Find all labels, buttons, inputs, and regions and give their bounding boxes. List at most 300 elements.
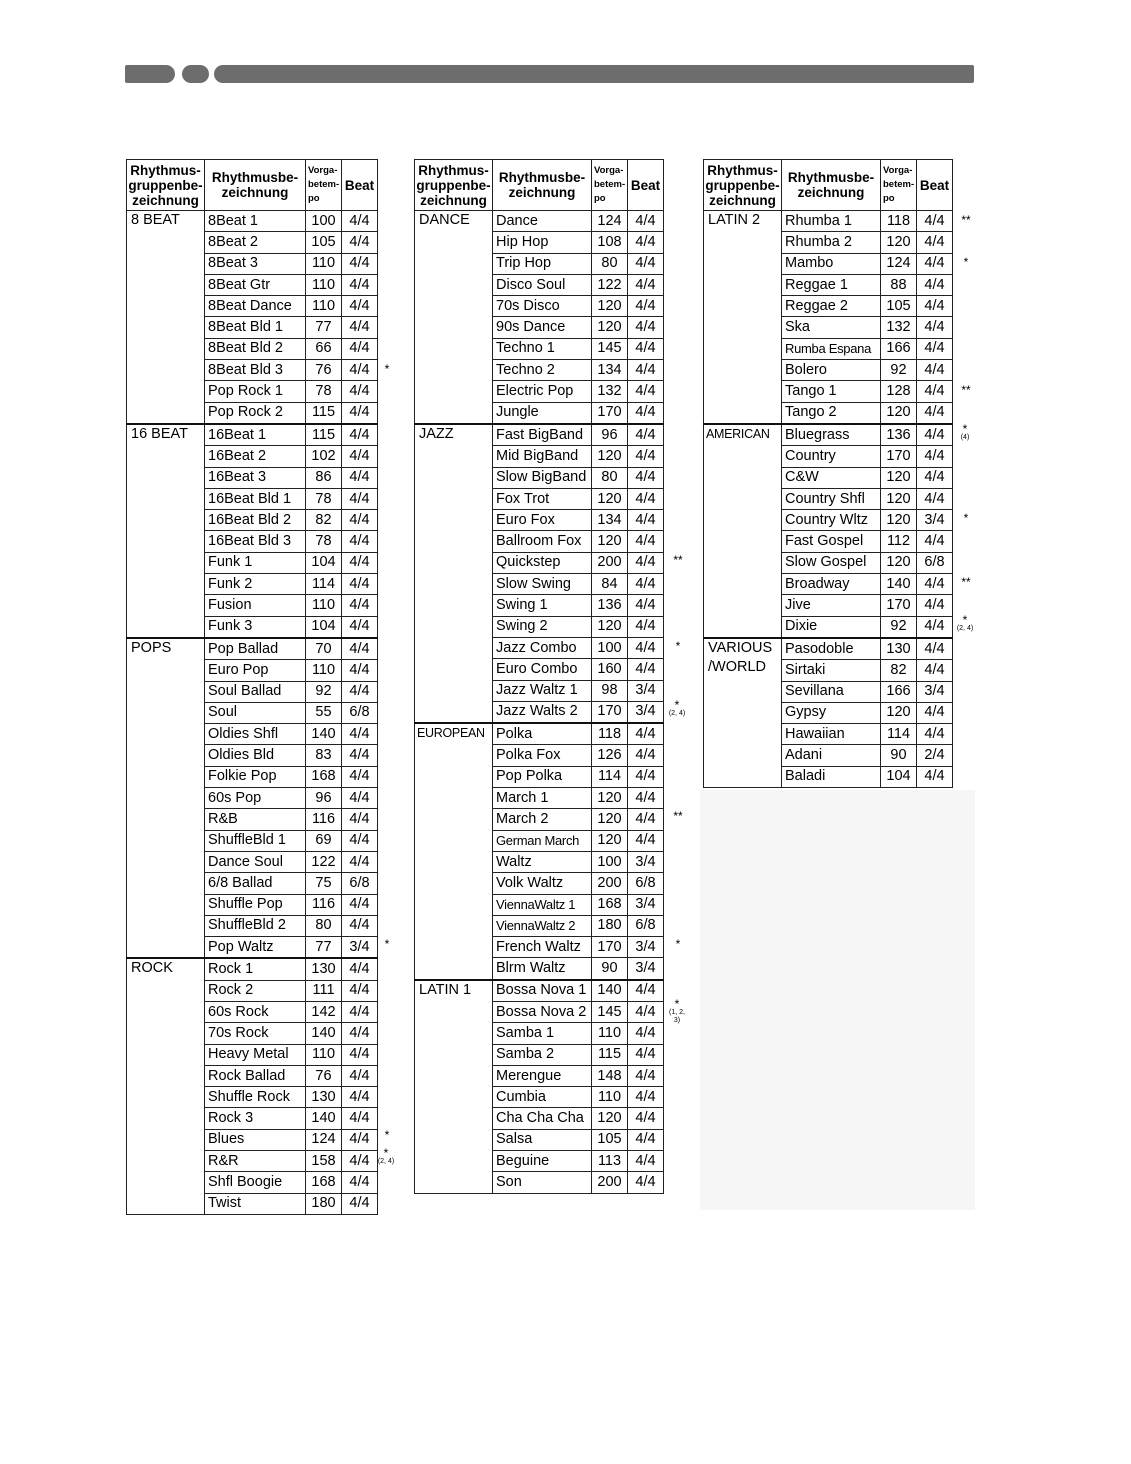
beat-value: 4/4 bbox=[342, 296, 378, 317]
beat-value: 4/4 bbox=[628, 1108, 664, 1129]
rhythm-name: Sevillana bbox=[782, 681, 881, 702]
rhythm-name: Bossa Nova 1 bbox=[493, 980, 592, 1002]
group-name-label: LATIN 1 bbox=[419, 981, 472, 998]
beat-value: 4/4 bbox=[342, 638, 378, 660]
tempo-value: 136 bbox=[592, 595, 628, 616]
rhythm-name: C&W bbox=[782, 467, 881, 488]
rhythm-name: Soul Ballad bbox=[205, 681, 306, 702]
rhythm-name: Son bbox=[493, 1172, 592, 1193]
footnote-mark bbox=[667, 698, 687, 718]
footnote-mark bbox=[380, 1128, 394, 1143]
tempo-value: 168 bbox=[592, 894, 628, 915]
tempo-value: 116 bbox=[306, 809, 342, 830]
beat-value: 4/4 bbox=[342, 745, 378, 766]
tempo-value: 77 bbox=[306, 317, 342, 338]
rhythm-name: 16Beat Bld 2 bbox=[205, 510, 306, 531]
rhythm-name: Pop Polka bbox=[493, 766, 592, 787]
rhythm-name: Dance bbox=[493, 211, 592, 232]
beat-value: 4/4 bbox=[628, 1172, 664, 1193]
footnote-mark bbox=[376, 1145, 396, 1166]
tempo-value: 120 bbox=[592, 809, 628, 830]
rhythm-name: Euro Fox bbox=[493, 510, 592, 531]
beat-value: 4/4 bbox=[628, 1044, 664, 1065]
tempo-value: 120 bbox=[881, 402, 917, 424]
table-row bbox=[415, 980, 664, 1002]
rhythm-name: Bluegrass bbox=[782, 424, 881, 446]
beat-value: 4/4 bbox=[342, 381, 378, 402]
beat-value: 4/4 bbox=[917, 724, 953, 745]
tempo-value: 134 bbox=[592, 510, 628, 531]
beat-value: 4/4 bbox=[342, 1108, 378, 1129]
beat-value: 4/4 bbox=[342, 1151, 378, 1172]
footnote-asterisk: * bbox=[675, 638, 681, 653]
beat-value: 4/4 bbox=[917, 296, 953, 317]
beat-value: 3/4 bbox=[628, 937, 664, 958]
rhythm-name: Dance Soul bbox=[205, 851, 306, 872]
tempo-value: 80 bbox=[592, 253, 628, 274]
rhythm-name: Fusion bbox=[205, 595, 306, 616]
beat-value: 4/4 bbox=[342, 1023, 378, 1044]
rhythm-name: R&B bbox=[205, 809, 306, 830]
group-name-label: EUROPEAN bbox=[417, 726, 485, 741]
header-line: po bbox=[308, 193, 320, 204]
tempo-value: 69 bbox=[306, 830, 342, 851]
rhythm-name: Cha Cha Cha bbox=[493, 1108, 592, 1129]
rhythm-name: Slow Gospel bbox=[782, 552, 881, 573]
beat-value: 4/4 bbox=[342, 1065, 378, 1086]
rhythm-name: Soul bbox=[205, 702, 306, 723]
beat-value: 3/4 bbox=[628, 894, 664, 915]
rhythm-name: Ballroom Fox bbox=[493, 531, 592, 552]
tempo-value: 114 bbox=[306, 574, 342, 595]
rhythm-name: Oldies Bld bbox=[205, 745, 306, 766]
tempo-value: 80 bbox=[592, 467, 628, 488]
beat-value: 4/4 bbox=[628, 446, 664, 467]
rhythm-name: 8Beat Dance bbox=[205, 296, 306, 317]
beat-value: 4/4 bbox=[628, 574, 664, 595]
rhythm-name: Folkie Pop bbox=[205, 766, 306, 787]
tempo-value: 92 bbox=[306, 681, 342, 702]
beat-value: 4/4 bbox=[628, 360, 664, 381]
beat-value: 4/4 bbox=[628, 723, 664, 745]
rhythm-name: 8Beat Bld 1 bbox=[205, 317, 306, 338]
rhythm-name: Shuffle Pop bbox=[205, 894, 306, 915]
footnote-asterisk: ** bbox=[961, 212, 971, 227]
beat-value: 4/4 bbox=[342, 552, 378, 573]
group-name-label-2: /WORLD bbox=[708, 658, 766, 675]
tempo-value: 124 bbox=[881, 253, 917, 274]
tempo-value: 115 bbox=[592, 1044, 628, 1065]
header-line: zeichnung bbox=[797, 185, 865, 200]
tempo-value: 120 bbox=[592, 488, 628, 509]
rhythm-name: Rumba Espana bbox=[782, 338, 881, 359]
beat-value: 4/4 bbox=[917, 766, 953, 787]
beat-value: 6/8 bbox=[628, 873, 664, 894]
beat-value: 4/4 bbox=[628, 1023, 664, 1044]
rhythm-name: Mid BigBand bbox=[493, 446, 592, 467]
rhythm-name: ViennaWaltz 1 bbox=[493, 894, 592, 915]
tempo-value: 130 bbox=[881, 638, 917, 660]
header-line: Rhythmusbe- bbox=[211, 170, 299, 185]
column-header-group bbox=[704, 160, 782, 211]
footnote-asterisk: ** bbox=[673, 808, 683, 823]
group-name bbox=[704, 638, 782, 788]
beat-value: 4/4 bbox=[628, 980, 664, 1002]
header-line: Rhythmus- bbox=[130, 162, 201, 178]
beat-value: 4/4 bbox=[628, 211, 664, 232]
rhythm-table-3 bbox=[703, 159, 953, 788]
tempo-value: 115 bbox=[306, 402, 342, 424]
tempo-value: 116 bbox=[306, 894, 342, 915]
rhythm-name: Sirtaki bbox=[782, 660, 881, 681]
rhythm-name: Cumbia bbox=[493, 1087, 592, 1108]
footnote-mark bbox=[955, 613, 975, 633]
rhythm-name: Rhumba 1 bbox=[782, 211, 881, 232]
header-bar-segment-3 bbox=[214, 65, 974, 83]
group-name bbox=[415, 211, 493, 424]
beat-value: 4/4 bbox=[917, 616, 953, 638]
rhythm-name: Pop Rock 2 bbox=[205, 402, 306, 424]
header-line: betem- bbox=[883, 179, 915, 190]
tempo-value: 114 bbox=[881, 724, 917, 745]
tempo-value: 105 bbox=[592, 1129, 628, 1150]
tempo-value: 168 bbox=[306, 766, 342, 787]
header-line: po bbox=[883, 193, 895, 204]
tempo-value: 96 bbox=[306, 788, 342, 809]
table-row bbox=[415, 211, 664, 232]
rhythm-name: Polka bbox=[493, 723, 592, 745]
table-row bbox=[704, 424, 953, 446]
rhythm-name: March 1 bbox=[493, 788, 592, 809]
beat-value: 4/4 bbox=[917, 574, 953, 595]
rhythm-name: ViennaWaltz 2 bbox=[493, 915, 592, 936]
tempo-value: 120 bbox=[881, 488, 917, 509]
group-name bbox=[415, 980, 493, 1193]
rhythm-name: Fast Gospel bbox=[782, 531, 881, 552]
tempo-value: 118 bbox=[881, 211, 917, 232]
tempo-value: 158 bbox=[306, 1151, 342, 1172]
rhythm-name: 16Beat 3 bbox=[205, 467, 306, 488]
column-header-name bbox=[205, 160, 306, 211]
rhythm-name: Rhumba 2 bbox=[782, 232, 881, 253]
rhythm-name: Volk Waltz bbox=[493, 873, 592, 894]
beat-value: 3/4 bbox=[628, 851, 664, 872]
tempo-value: 110 bbox=[592, 1087, 628, 1108]
header-line: betem- bbox=[594, 179, 626, 190]
beat-value: 4/4 bbox=[342, 1001, 378, 1022]
beat-value: 4/4 bbox=[917, 446, 953, 467]
tempo-value: 118 bbox=[592, 723, 628, 745]
footnote-asterisk: * bbox=[674, 996, 680, 1011]
footnote-asterisk: * bbox=[384, 1128, 390, 1143]
footnote-note: (2, 4) bbox=[956, 625, 974, 633]
rhythm-name: Beguine bbox=[493, 1151, 592, 1172]
rhythm-name: Rock 3 bbox=[205, 1108, 306, 1129]
rhythm-name: Jazz Combo bbox=[493, 637, 592, 658]
beat-value: 4/4 bbox=[628, 1065, 664, 1086]
rhythm-table-1 bbox=[126, 159, 378, 1215]
tempo-value: 122 bbox=[306, 851, 342, 872]
tempo-value: 128 bbox=[881, 381, 917, 402]
beat-value: 4/4 bbox=[628, 659, 664, 680]
tempo-value: 90 bbox=[592, 958, 628, 980]
tempo-value: 140 bbox=[592, 980, 628, 1002]
beat-value: 4/4 bbox=[342, 766, 378, 787]
beat-value: 4/4 bbox=[342, 724, 378, 745]
beat-value: 4/4 bbox=[342, 317, 378, 338]
rhythm-name: Blues bbox=[205, 1129, 306, 1150]
tempo-value: 76 bbox=[306, 360, 342, 381]
tempo-value: 82 bbox=[306, 510, 342, 531]
tempo-value: 120 bbox=[881, 552, 917, 573]
header-bar-segment-2 bbox=[182, 65, 209, 83]
tempo-value: 108 bbox=[592, 232, 628, 253]
beat-value: 4/4 bbox=[628, 745, 664, 766]
beat-value: 4/4 bbox=[628, 766, 664, 787]
footnote-asterisk: ** bbox=[961, 574, 971, 589]
tempo-value: 148 bbox=[592, 1065, 628, 1086]
tempo-value: 92 bbox=[881, 360, 917, 381]
rhythm-name: 60s Rock bbox=[205, 1001, 306, 1022]
table-row bbox=[127, 638, 378, 660]
rhythm-name: Pop Waltz bbox=[205, 937, 306, 959]
header-line: zeichnung bbox=[508, 185, 576, 200]
beat-value: 4/4 bbox=[917, 402, 953, 424]
tempo-value: 120 bbox=[592, 296, 628, 317]
header-line: po bbox=[594, 193, 606, 204]
tempo-value: 132 bbox=[881, 317, 917, 338]
beat-value: 4/4 bbox=[342, 510, 378, 531]
rhythm-name: Swing 2 bbox=[493, 616, 592, 637]
footnote-mark bbox=[380, 936, 394, 951]
tempo-value: 110 bbox=[306, 274, 342, 295]
tempo-value: 124 bbox=[592, 211, 628, 232]
tempo-value: 120 bbox=[881, 232, 917, 253]
footnote-mark bbox=[380, 361, 394, 376]
rhythm-name: Euro Pop bbox=[205, 660, 306, 681]
header-line: Rhythmus- bbox=[707, 162, 778, 178]
rhythm-name: Ska bbox=[782, 317, 881, 338]
tempo-value: 78 bbox=[306, 381, 342, 402]
beat-value: 3/4 bbox=[628, 958, 664, 980]
rhythm-name: 90s Dance bbox=[493, 317, 592, 338]
rhythm-name: Samba 1 bbox=[493, 1023, 592, 1044]
beat-value: 4/4 bbox=[342, 788, 378, 809]
header-line: Rhythmus- bbox=[418, 162, 489, 178]
header-line: zeichnung bbox=[420, 192, 487, 208]
beat-value: 4/4 bbox=[342, 980, 378, 1001]
footnote-asterisk: * bbox=[962, 613, 968, 628]
footnote-asterisk: ** bbox=[961, 382, 971, 397]
column-header-beat: Beat bbox=[342, 160, 378, 211]
tempo-value: 120 bbox=[592, 446, 628, 467]
beat-value: 4/4 bbox=[628, 467, 664, 488]
group-name bbox=[415, 723, 493, 980]
beat-value: 4/4 bbox=[628, 488, 664, 509]
header-line: zeichnung bbox=[132, 192, 199, 208]
footnote-mark bbox=[959, 255, 973, 270]
beat-value: 4/4 bbox=[628, 510, 664, 531]
group-name-label: DANCE bbox=[419, 212, 470, 228]
rhythm-name: Country Wltz bbox=[782, 510, 881, 531]
tempo-value: 200 bbox=[592, 1172, 628, 1193]
beat-value: 4/4 bbox=[342, 1044, 378, 1065]
footnote-note: (4) bbox=[960, 433, 970, 441]
rhythm-name: Techno 1 bbox=[493, 338, 592, 359]
rhythm-name: Adani bbox=[782, 745, 881, 766]
beat-value: 4/4 bbox=[342, 446, 378, 467]
header-line: zeichnung bbox=[709, 192, 776, 208]
tempo-value: 120 bbox=[592, 531, 628, 552]
tempo-value: 120 bbox=[592, 1108, 628, 1129]
group-name-label: 16 BEAT bbox=[131, 425, 188, 442]
beat-value: 4/4 bbox=[342, 424, 378, 446]
beat-value: 4/4 bbox=[342, 809, 378, 830]
table-row bbox=[704, 638, 953, 660]
tempo-value: 110 bbox=[306, 296, 342, 317]
beat-value: 4/4 bbox=[342, 616, 378, 638]
tempo-value: 100 bbox=[592, 637, 628, 658]
tempo-value: 78 bbox=[306, 531, 342, 552]
beat-value: 4/4 bbox=[917, 638, 953, 660]
header-line: betem- bbox=[308, 179, 340, 190]
tempo-value: 170 bbox=[592, 937, 628, 958]
rhythm-name: 16Beat 1 bbox=[205, 424, 306, 446]
beat-value: 6/8 bbox=[917, 552, 953, 573]
rhythm-name: Reggae 1 bbox=[782, 274, 881, 295]
footnote-asterisk: * bbox=[384, 361, 390, 376]
rhythm-name: Oldies Shfl bbox=[205, 724, 306, 745]
footnote-mark bbox=[671, 808, 685, 823]
tempo-value: 170 bbox=[592, 701, 628, 723]
footnote-mark bbox=[671, 936, 685, 951]
table-row bbox=[127, 424, 378, 446]
rhythm-name: French Waltz bbox=[493, 937, 592, 958]
beat-value: 4/4 bbox=[342, 360, 378, 381]
rhythm-name: Shfl Boogie bbox=[205, 1172, 306, 1193]
beat-value: 4/4 bbox=[628, 830, 664, 851]
tempo-value: 200 bbox=[592, 552, 628, 573]
beat-value: 4/4 bbox=[917, 381, 953, 402]
footnote-note: (2, 4) bbox=[377, 1157, 395, 1165]
beat-value: 3/4 bbox=[342, 937, 378, 959]
rhythm-name: Trip Hop bbox=[493, 253, 592, 274]
rhythm-name: Salsa bbox=[493, 1129, 592, 1150]
beat-value: 4/4 bbox=[917, 531, 953, 552]
footnote-mark bbox=[959, 382, 973, 397]
beat-value: 4/4 bbox=[628, 424, 664, 446]
rhythm-name: Jazz Walts 2 bbox=[493, 701, 592, 723]
group-name-label: JAZZ bbox=[419, 425, 454, 442]
tempo-value: 112 bbox=[881, 531, 917, 552]
beat-value: 4/4 bbox=[342, 894, 378, 915]
rhythm-name: 8Beat Gtr bbox=[205, 274, 306, 295]
group-name bbox=[127, 638, 205, 958]
group-name bbox=[415, 424, 493, 723]
tempo-value: 134 bbox=[592, 360, 628, 381]
tempo-value: 98 bbox=[592, 680, 628, 701]
rhythm-name: Samba 2 bbox=[493, 1044, 592, 1065]
tempo-value: 130 bbox=[306, 958, 342, 980]
rhythm-name: Gypsy bbox=[782, 702, 881, 723]
beat-value: 3/4 bbox=[917, 510, 953, 531]
rhythm-name: Country bbox=[782, 446, 881, 467]
tempo-value: 77 bbox=[306, 937, 342, 959]
header-line: Vorga- bbox=[883, 165, 913, 176]
footnote-asterisk: * bbox=[962, 421, 968, 436]
beat-value: 3/4 bbox=[628, 701, 664, 723]
tempo-value: 110 bbox=[306, 253, 342, 274]
tempo-value: 120 bbox=[592, 830, 628, 851]
header-line: Vorga- bbox=[308, 165, 338, 176]
header-line: Vorga- bbox=[594, 165, 624, 176]
rhythm-name: Funk 3 bbox=[205, 616, 306, 638]
tempo-value: 166 bbox=[881, 338, 917, 359]
beat-value: 4/4 bbox=[917, 467, 953, 488]
footnote-mark bbox=[667, 996, 687, 1025]
beat-value: 3/4 bbox=[917, 681, 953, 702]
beat-value: 4/4 bbox=[628, 274, 664, 295]
rhythm-name: Bolero bbox=[782, 360, 881, 381]
rhythm-name: Shuffle Rock bbox=[205, 1087, 306, 1108]
header-line: Rhythmusbe- bbox=[498, 170, 586, 185]
footnote-asterisk: * bbox=[674, 698, 680, 713]
beat-value: 4/4 bbox=[628, 595, 664, 616]
rhythm-name: Reggae 2 bbox=[782, 296, 881, 317]
rhythm-name: Rock 1 bbox=[205, 958, 306, 980]
beat-value: 4/4 bbox=[342, 1172, 378, 1193]
rhythm-name: Jungle bbox=[493, 402, 592, 424]
rhythm-name: 70s Rock bbox=[205, 1023, 306, 1044]
tempo-value: 110 bbox=[306, 660, 342, 681]
tempo-value: 145 bbox=[592, 338, 628, 359]
rhythm-name: Electric Pop bbox=[493, 381, 592, 402]
rhythm-name: 60s Pop bbox=[205, 788, 306, 809]
tempo-value: 145 bbox=[592, 1001, 628, 1022]
tempo-value: 55 bbox=[306, 702, 342, 723]
group-name-label: LATIN 2 bbox=[708, 212, 761, 228]
beat-value: 4/4 bbox=[342, 660, 378, 681]
beat-value: 4/4 bbox=[342, 595, 378, 616]
beat-value: 4/4 bbox=[917, 488, 953, 509]
tempo-value: 78 bbox=[306, 488, 342, 509]
beat-value: 6/8 bbox=[342, 873, 378, 894]
tempo-value: 80 bbox=[306, 915, 342, 936]
tempo-value: 104 bbox=[306, 616, 342, 638]
beat-value: 4/4 bbox=[628, 788, 664, 809]
footnote-note: (1, 2, 3) bbox=[669, 1008, 685, 1024]
rhythm-name: Techno 2 bbox=[493, 360, 592, 381]
group-name-label: ROCK bbox=[131, 960, 173, 977]
tempo-value: 160 bbox=[592, 659, 628, 680]
rhythm-name: 8Beat 2 bbox=[205, 232, 306, 253]
footnote-asterisk: ** bbox=[673, 553, 683, 568]
beat-value: 4/4 bbox=[628, 317, 664, 338]
column-header-beat: Beat bbox=[628, 160, 664, 211]
footnote-mark bbox=[671, 638, 685, 653]
beat-value: 2/4 bbox=[917, 745, 953, 766]
rhythm-name: 70s Disco bbox=[493, 296, 592, 317]
rhythm-name: Hip Hop bbox=[493, 232, 592, 253]
header-line: zeichnung bbox=[221, 185, 289, 200]
rhythm-name: Tango 1 bbox=[782, 381, 881, 402]
rhythm-name: Pasodoble bbox=[782, 638, 881, 660]
tempo-value: 120 bbox=[881, 510, 917, 531]
column-header-tempo bbox=[881, 160, 917, 211]
table-row bbox=[415, 424, 664, 446]
rhythm-name: 8Beat Bld 2 bbox=[205, 338, 306, 359]
rhythm-name: March 2 bbox=[493, 809, 592, 830]
